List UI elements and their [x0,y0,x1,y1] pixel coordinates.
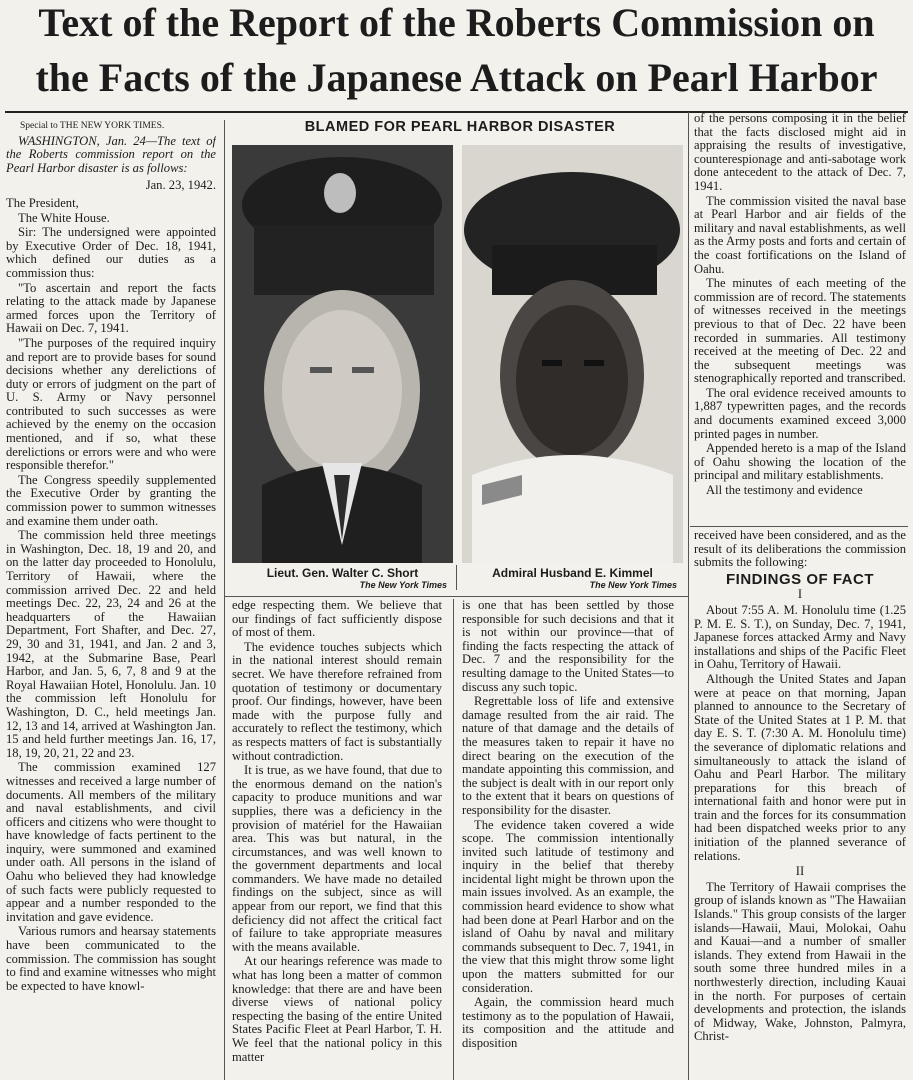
caption-kimmel: Admiral Husband E. Kimmel [492,566,653,580]
column-4-top [694,112,906,524]
paragraph: of the persons composing it in the belief that the facts disclosed might aid in appraising the results of investigative, counterespionage and anti-sabotage work done antecedent to the attack of Dec. 7, 1941. [694,112,906,193]
paragraph: Again, the commission heard much testimony as to the population of Hawaii, its composition and the attitude and disposition [462,995,674,1050]
findings-heading: FINDINGS OF FACT [726,570,874,588]
portrait-kimmel-image [462,145,683,563]
paragraph: The oral evidence received amounts to 1,887 typewritten pages, and the records and documents examined exceed 3,000 printed pages in number. [694,385,906,441]
paragraph: At our hearings reference was made to what has long been a matter of common knowledge: that there are and have been diverse views of national policy respecting the basing of the entire United States Pacific Fleet at Pearl Harbor, T. H. We feel that the national policy in this matter [232,954,442,1064]
column-rule [224,120,225,1080]
paragraph: All the testimony and evidence [706,483,863,498]
headline-line-1: Text of the Report of the Roberts Commission on [38,0,875,45]
dateline: WASHINGTON, Jan. 24—The text of the Roberts commission report on the Pearl Harbor disaster is as follows: [6,133,216,175]
salutation-white-house: The White House. [18,210,110,225]
paragraph: The commission examined 127 witnesses and received a large number of documents. All members of the military and naval establishments, and civil officers and citizens who were thought to have knowledge of facts pertinent to the inquiry, were summoned and examined under oath. All persons in the island of Oahu who believed they had knowledge of such facts were publicly requested to appear and a number responded to the invitation and gave evidence. [6,760,216,924]
paragraph: Appended hereto is a map of the Island of Oahu showing the location of the principal and military establishments. [694,441,906,483]
photo-section-title: BLAMED FOR PEARL HARBOR DISASTER [304,119,616,135]
paragraph: Various rumors and hearsay statements have been communicated to the commission. The commission has sought to find and examine witnesses who might be expected to have knowl- [6,924,216,993]
paragraph: The minutes of each meeting of the commission are of record. The statements of witnesses received in the meetings previous to that of Dec. 22 have been recorded in summaries. All testimony received at the meeting of Dec. 22 and the subsequent meetings was stenographically reported and transcribed. [694,276,906,386]
paragraph: "The purposes of the required inquiry and report are to provide bases for sound decisions whether any derelictions of duty or errors of judgment on the part of U. S. Army or Navy personnel contributed to such successes as were achieved by the enemy on the occasion mentioned, and if so, what these derelictions or errors were and who were responsible therefor." [6,335,216,473]
paragraph: The commission visited the naval base at Pearl Harbor and air fields of the military and naval establishments, as well as the Army posts and forts and certain of the coast fortifications on the Island of Oahu. [694,193,906,276]
photo-short [232,145,453,563]
column-4-rule [690,526,908,527]
paragraph: It is true, as we have found, that due to the enormous demand on the nation's capacity to produce munitions and war supplies, there was a deficiency in the provision of matériel for the Hawaiian area. This was but natural, in the circumstances, and was well known to the government departments and local commanders. We have made no detailed findings on the subject, since as will appear from our report, we find that this deficiency did not affect the critical fact of failure to take appropriate measures with the means available. [232,763,442,954]
photo-kimmel [462,145,683,563]
column-2 [232,599,442,1080]
column-4-bottom [694,529,906,1080]
column-1 [6,120,216,1080]
paragraph: The Congress speedily supplemented the Executive Order by granting the commission power to summon witnesses and examine them under oath. [6,472,216,528]
byline: Special to THE NEW YORK TIMES. [20,121,165,131]
letter-date: Jan. 23, 1942. [145,178,216,193]
paragraph: "To ascertain and report the facts relating to the attack made by Japanese armed forces upon the Territory of Hawaii on Dec. 7, 1941. [6,280,216,336]
paragraph: The evidence touches subjects which in the national interest should remain secret. We have therefore refrained from quotation of testimony or documentary proof. Our findings, however, have been made with the purpose fully and accurately to reflect the testimony, which as respects matters of fact is substantially without contradiction. [232,639,442,763]
section-number-ii: II [795,864,805,879]
paragraph: The commission held three meetings in Washington, Dec. 18, 19 and 20, and on the latter day proceeded to Honolulu, Territory of Hawaii, where the commission arrived Dec. 22 and held meetings Dec. 22, 23, 24 and 26 at the headquarters of the Hawaiian Department, Fort Shafter, and Dec. 27, 29, 30 and 31, 1941, and Jan. 2 and 3, 1942, at the Submarine Base, Pearl Harbor, and Jan. 5, 6, 7, 8 and 9 at the Royal Hawaiian Hotel, Honolulu. Jan. 10 the commission left Honolulu for Washington, D. C., held meetings Jan. 12, 13 and 14, arrived at Washington Jan. 15 and held further meetings Jan. 16, 17, 18, 19, 20, 21, 22 and 23. [6,528,216,760]
salutation-president: The President, [6,195,79,210]
paragraph: Although the United States and Japan were at peace on that morning, Japan planned to announce to the Secretary of State of the United States at 1 P. M. that day E. S. T. (7:30 A. M. Honolulu time) the severance of diplomatic relations and simultaneously to attack the island of Oahu and Pearl Harbor. The military preparations for this breach of international faith and honor were put in train and the forces for its consummation had been dispatched weeks prior to any initiation of the planned severance of relations. [694,671,906,863]
portrait-short-image [232,145,453,563]
column-rule [456,565,457,590]
paragraph: Sir: The undersigned were appointed by Executive Order of Dec. 18, 1941, which defined our duties as a commission thus: [6,225,216,280]
credit-short: The New York Times [359,580,447,590]
paragraph: received have been considered, and as the result of its deliberations the commission submits the following: [694,529,906,570]
column-rule [688,112,689,1080]
paragraph: edge respecting them. We believe that our findings of fact sufficiently dispose of most of them. [232,599,442,640]
photo-bottom-rule [224,596,688,597]
caption-short: Lieut. Gen. Walter C. Short [266,566,419,580]
column-3 [462,599,674,1080]
section-number-i: I [797,587,803,602]
paragraph: The Territory of Hawaii comprises the group of islands known as "The Hawaiian Islands." This group consists of the larger islands—Hawaii, Maui, Molokai, Oahu and Kauai—and a number of smaller islands. They extend from Hawaii in the south some three hundred miles in a northwesterly direction, including Kauai in the north. For purposes of certain developments and protection, the islands of Midway, Wake, Johnston, Palmyra, Christ- [694,879,906,1044]
paragraph: The evidence taken covered a wide scope. The commission intentionally invited such latitude of testimony and inquiry in the belief that thereby incidental light might be thrown upon the main issues involved. As an example, the commission heard evidence to show what had been done at Pearl Harbor and on the island of Oahu by naval and military commands subsequent to Dec. 7, 1941, in the view that this might throw some light upon the matters submitted for our consideration. [462,817,674,995]
column-rule [453,599,454,1080]
paragraph: is one that has been settled by those responsible for such decisions and that it is not within our province—that of finding the facts respecting the attack of Dec. 7 and the responsibility for the resulting damage to the United States—to discuss any such topic. [462,599,674,694]
paragraph: Regrettable loss of life and extensive damage resulted from the air raid. The nature of that damage and the details of the measures taken to repair it have no direct bearing on the execution of the mandate appointing this commission, and the subject is dealt with in our report only to the extent that it bears on questions of responsibility for the disaster. [462,694,674,817]
headline-line-2: the Facts of the Japanese Attack on Pearl Harbor [35,55,878,100]
paragraph: About 7:55 A. M. Honolulu time (1.25 P. M. E. S. T.), on Sunday, Dec. 7, 1941, Japanese forces attacked Army and Navy installations and ships of the Pacific Fleet in Oahu, Territory of Hawaii. [694,602,906,672]
credit-kimmel: The New York Times [589,580,677,590]
